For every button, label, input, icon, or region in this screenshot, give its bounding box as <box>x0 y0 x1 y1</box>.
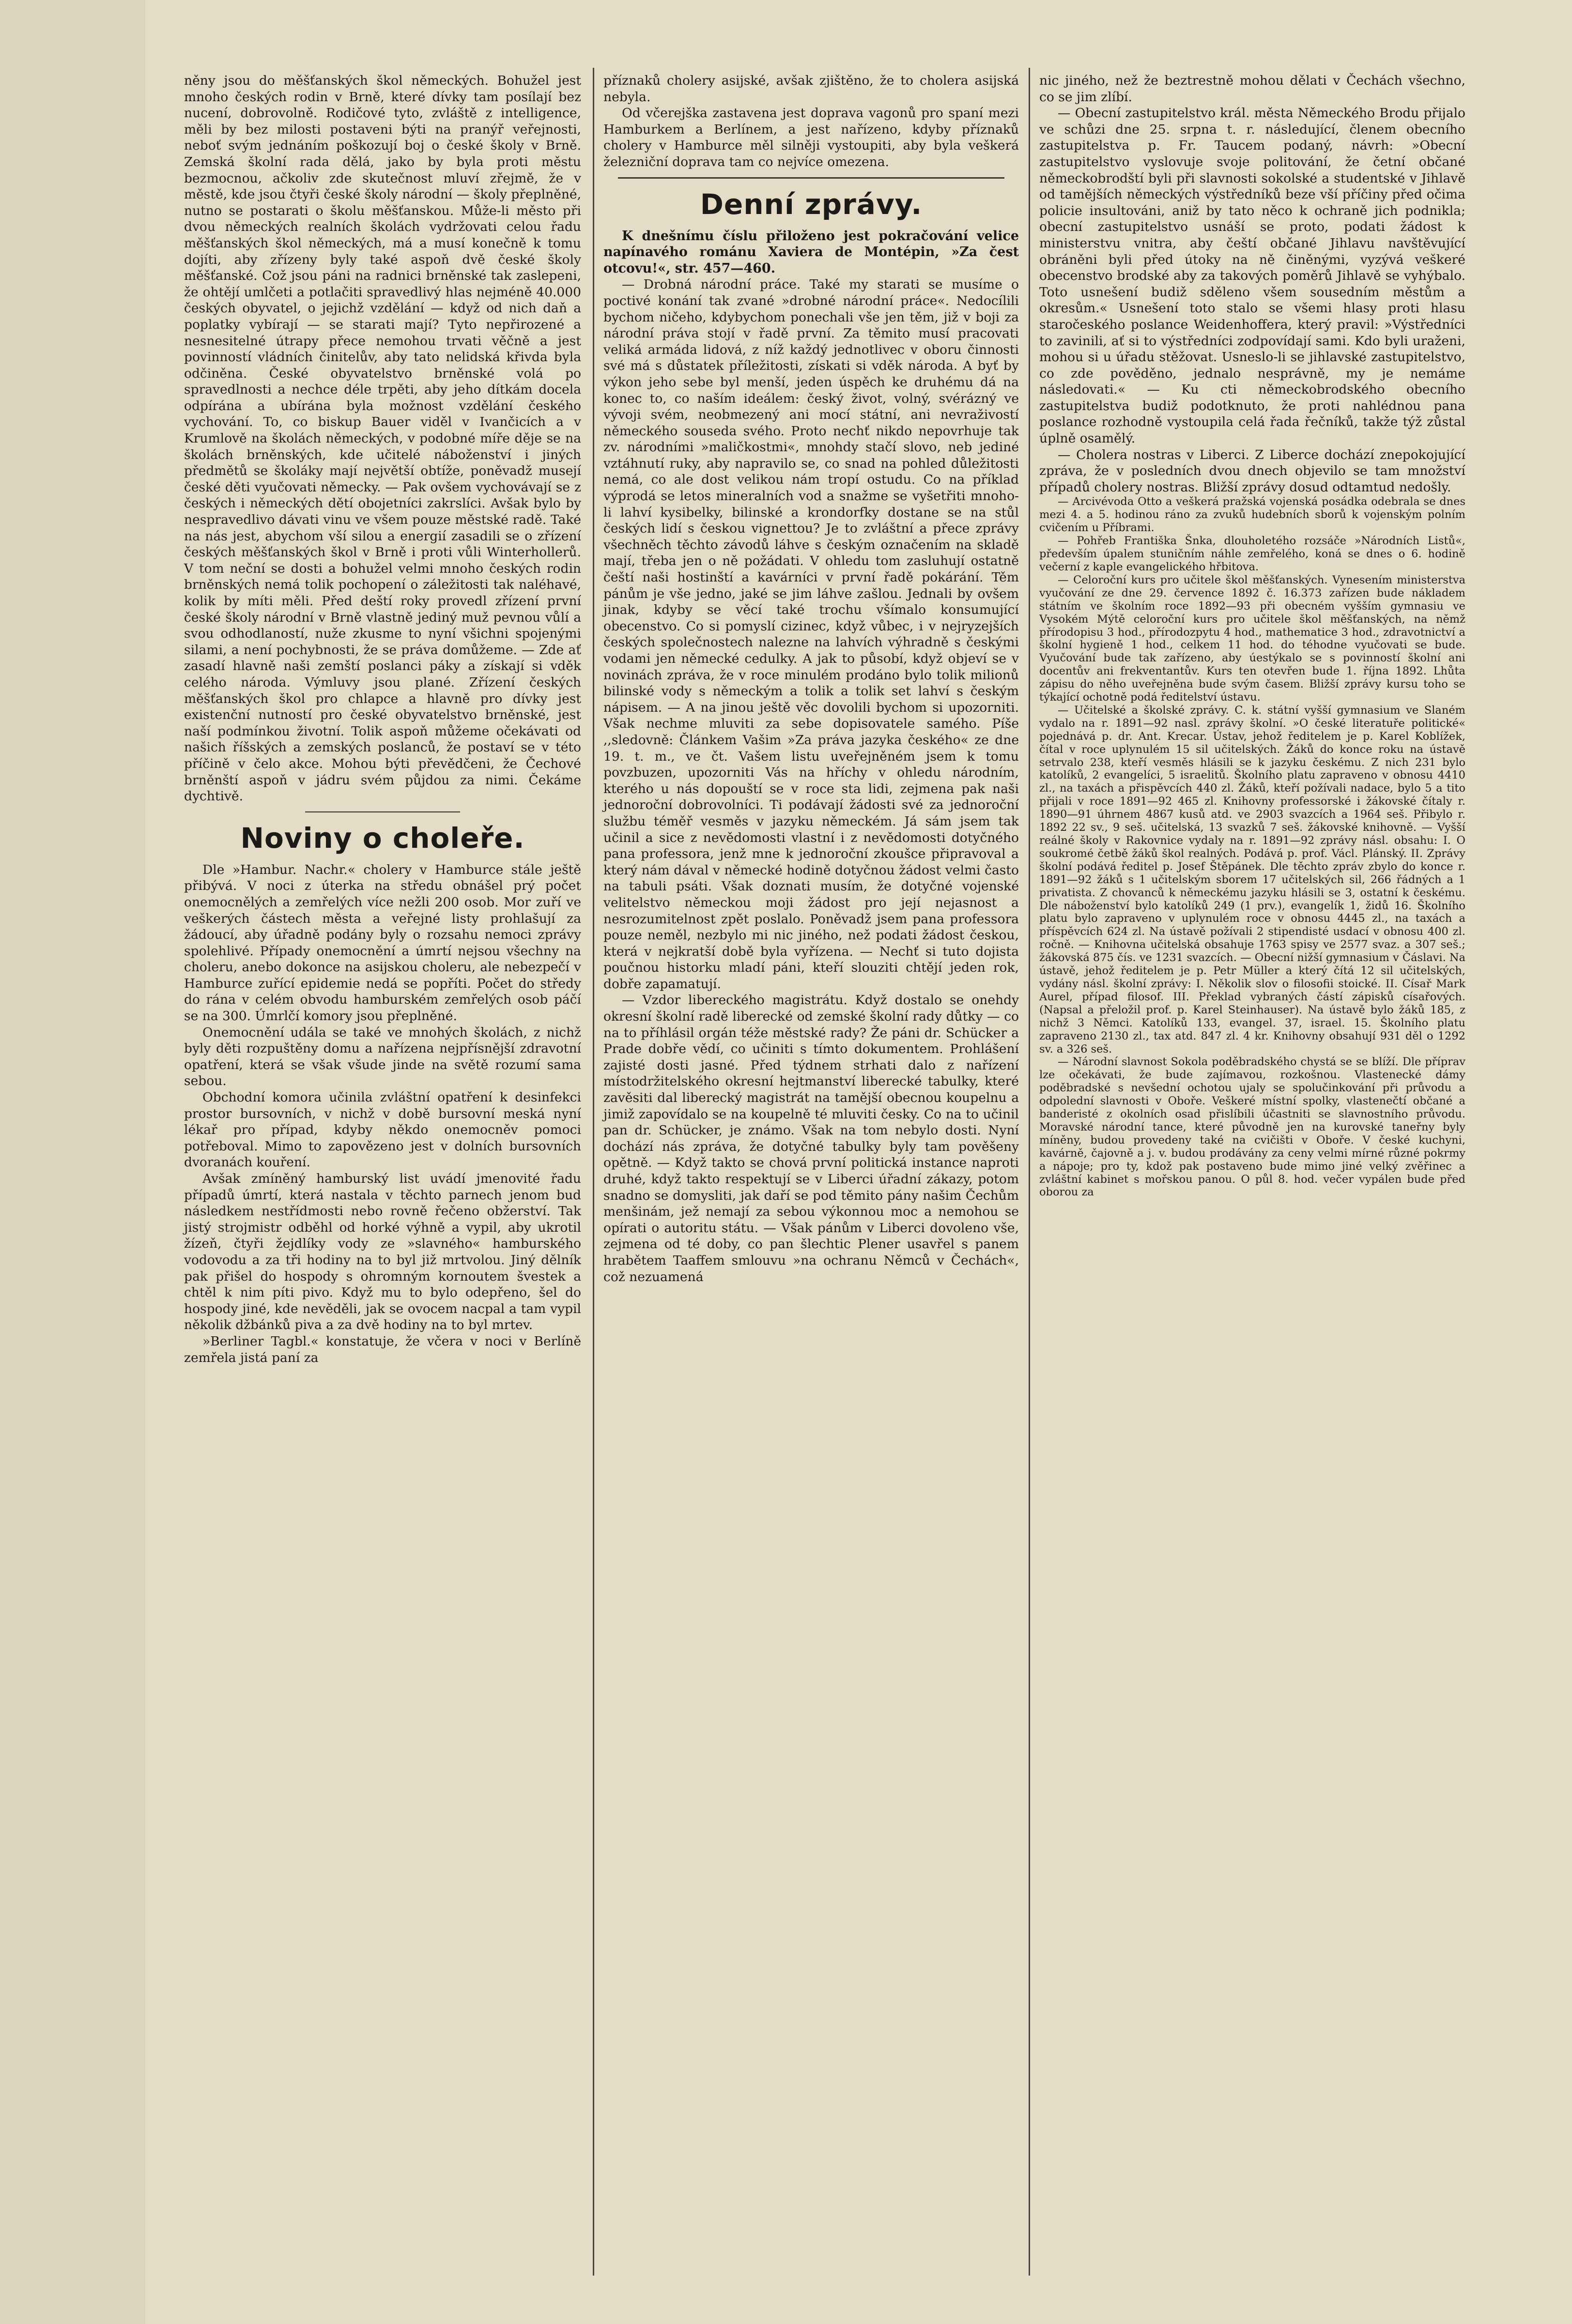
column-rule-1 <box>593 68 594 2276</box>
column-2 <box>603 73 1019 1285</box>
nemecky-brod-council-article: — Obecní zastupitelstvo král. města Německého Brodu přijalo ve schůzi dne 25. srpna t. r. následující, členem obecního zastupitelstva p. Fr. Taucem podaný, návrh: »Obecní zastupitelstvo vyslovuje svoje politování, že četní občané německobrodští byli při slavnosti sokolské a studentské v Jihlavě od tamějších německých výstředníků beze vší příčiny před očima policie insultováni, aniž by tato něco k ochraně jich podnikla; obecní zastupitelstvo usnáší se proto, podati žádost k ministerstvu vnitra, aby čeští občané Jihlavu navštěvující obráněni byli před útoky na ně činěnými, vyzývá veškeré obecenstvo brodské aby za takových poměrů Jihlavě se vyhýbalo. Toto usnešení budiž sděleno všem sousedním městům a okresům.« Usnešení toto stalo se všemi hlasy proti hlasu staročeského poslance Weidenhoffera, který pravil: »Výstředníci to zavinili, ať si to výstředníci zodpovídají sami. Kdo byli uraženi, mohou si u úřadu stěžovat. Usneslo-li se jihlavské zastupitelstvo, co zde pověděno, jednalo nesprávně, my je nemáme následovati.« — Ku cti německobrodského obecního zastupitelstva budiž podotknuto, že proti nahlédnou pana poslance rozhodně vystoupila celá řada řečníků, takže týž zůstal úplně osamělý. <box>1039 106 1465 446</box>
section-separator <box>618 177 1004 179</box>
daily-news-heading: Denní zprávy. <box>700 187 923 221</box>
article-separator <box>305 811 460 812</box>
cholera-paragraph: Obchodní komora učinila zvláštní opatření k desinfekci prostor bursovních, v nichž v době bursovní meská nyní lékař pro případ, kdyby někdo onemocněv pomoci potřeboval. Mimo to zapovězeno jest v dolních bursovních dvoranách kouření. <box>184 1090 581 1170</box>
column-rule-2 <box>1029 68 1030 2276</box>
cholera-paragraph: Onemocnění udála se také ve mnohých školách, z nichž byly děti rozpuštěny domu a nařízena nejpřísnější zdravotní opatření, která se však všude jinde na světě rozumí sama sebou. <box>184 1024 581 1089</box>
teacher-course-item: — Celoroční kurs pro učitele škol měšťanských. Vynesením ministerstva vyučování ze dne 29. července 1892 č. 16.373 zařízen bude nákladem státním ve školním roce 1892—93 při obecném vyšším gymnasiu ve Vysokém Mýtě celoroční kurs pro učitele škol měšťanských, na němž přírodopisu 3 hod., přírodozpytu 4 hod., mathematice 3 hod., zdravotnictví a školní hygieně 1 hod., celkem 11 hod. do téhodne vyučovati se bude. Vyučování bude tak zařízeno, aby úestýkalo se s povinností školní ani docentův ani frekventantův. Kurs ten otevřen bude 1. října 1892. Lhůta zápisu do něho uveřejněna bude svým časem. Bližší zprávy kursu toho se týkající ochotně podá ředitelství ústavu. <box>1039 573 1465 704</box>
column-3 <box>1039 73 1465 1199</box>
cholera-paragraph: »Berliner Tagbl.« konstatuje, že včera v noci v Berlíně zemřela jistá paní za <box>184 1333 581 1365</box>
school-reports-item: — Učitelské a školské zprávy. C. k. státní vyšší gymnasium ve Slaném vydalo na r. 1891—92 nasl. zprávy školní. »O české literatuře politické« pojednává p. dr. Ant. Krecar. Ústav, jehož ředitelem je p. Karel Koblížek, čítal v roce uplynulém 15 sil učitelských. Žáků do konce roku na ústavě setrvalo 238, kteří vesměs hlásili se k jazyku českému. Z nich 231 bylo katolíků, 2 evangelíci, 5 israelitů. Školního platu zapraveno v obnosu 4410 zl., na taxách a přispěvcích 440 zl. Žáků, kteří požívali nadace, bylo 5 a tito přijali v roce 1891—92 465 zl. Knihovny professorské i žákovské čítaly r. 1890—91 úhrnem 4867 kusů atd. ve 2903 svazcích a 1964 seš. Přibylo r. 1892 22 sv., 9 seš. učitelská, 13 svazků 7 seš. žákovské knihovně. — Vyšší reálné školy v Rakovnice vydaly na r. 1891—92 zprávy násl. obsahu: I. O soukromé četbě žáků škol realných. Podává p. prof. Václ. Plánský. II. Zprávy školní podává ředitel p. Josef Štěpánek. Dle těchto zpráv zbylo do konce r. 1891—92 žáků s 1 učitelským sborem 17 učitelských sil, 266 řádných a 1 privatista. Z chovanců k německému jazyku hlásili se 3, ostatní k českému. Dle náboženství bylo katolíků 249 (1 prv.), evangelík 1, židů 16. Školního platu bylo zapraveno v uplynulém roce v obnosu 4445 zl., na taxách a příspěvcích 624 zl. Na ústavě požívali 2 stipendisté usdací v obnosu 400 zl. ročně. — Knihovna učitelská obsahuje 1763 spisy ve 2577 svaz. a 307 seš.; žákovská 875 čís. ve 1231 svazcích. — Obecní nižší gymnasium v Čáslavi. Na ústavě, jehož ředitelem je p. Petr Müller a který čítá 12 sil učitelských, vydány násl. školní zprávy: I. Několik slov o filosofii stoické. II. Císař Mark Aurel, případ filosof. III. Překlad vybraných částí zápisků císařových. (Napsal a přeložil prof. p. Karel Steinhauser). Na ústavě bylo žáků 185, z nichž 3 Němci. Katolíků 133, evangel. 37, israel. 15. Školního platu zapraveno 2130 zl., tax atd. 847 zl. 4 kr. Knihovny obsahují 931 děl o 1292 sv. a 326 seš. <box>1039 703 1465 1055</box>
liberec-magistrate-article: — Vzdor libereckého magistrátu. Když dostalo se onehdy okresní školní radě liberecké od zemské školní rady důtky — co na to příhlásil orgán téže městské rady? Že páni dr. Schücker a Prade dobře vědí, co učiniti s tímto dokumentem. Prohlášení zajisté dosti jasné. Před týdnem strhati dalo z nařízení místodržitelského okresní hejtmanství liberecké tabulky, které zavěsiti dal liberecký magistrát na tamější obecnou koupelnu a jimiž zapovídalo se na koupelně té mluviti česky. Co na to učinil pan dr. Schücker, je známo. Však na tom nebylo dosti. Nyní dochází nás zpráva, že dotyčné tabulky byly tam pověšeny opětně. — Když takto se chová první politická instance naproti druhé, když takto respektují se v Liberci úřadní zákazy, potom snadno se domysliti, jak daří se pod těmito pány našim Čechům menšinám, jež nemají za sebou výkonnou moc a nemohou se opírati o autoritu státu. — Však pánům v Liberci dovoleno vše, zejmena od té doby, co pan šlechtic Plener usavřel s panem hrabětem Taaffem smlouvu »na ochranu Němců v Čechách«, což nezuamená <box>603 993 1019 1284</box>
cholera-continuation: příznaků cholery asijské, avšak zjištěno, že to cholera asijská nebyla. <box>603 73 1019 105</box>
archduke-otto-item: — Arcivévoda Otto a veškerá pražská vojenská posádka odebrala se dnes mezi 4. a 5. hodinou ráno za zvuků hudebních sborů k vojenským polním cvičením u Příbrami. <box>1039 495 1465 535</box>
cholera-paragraph: Dle »Hambur. Nachr.« cholery v Hamburce stále ještě přibývá. V noci z úterka na středu obnášel prý počet onemocnělých a zemřelých více nežli 200 osob. Mor zuří ve veškerých částech města a veřejné listy prohlašují za žádoucí, aby úřadně podány byly o rozsahu nemoci zprávy spolehlivé. Případy onemocnění a úmrtí nejsou všechny na choleru, anebo dokonce na asijskou choleru, ale nebezpečí v Hamburce zuřící epidemie nedá se popříti. Počet do středy do rána v celém obvodu hamburském zemřelých osob páčí se na 300. Úmrlčí komory jsou přeplněné. <box>184 862 581 1024</box>
cholera-liberec-article: — Cholera nostras v Liberci. Z Liberce dochází znepokojující zpráva, že v posledních dvou dnech objevilo se tam množství případů cholery nostras. Bližší zprávy dosud odtamtud nedošly. <box>1039 447 1465 495</box>
cholera-paragraph: Avšak zmíněný hamburský list uvádí jmenovité řadu případů úmrtí, která nastala v těchto parnech jenom bud následkem nestřídmosti nebo rovně řečeno obžerství. Tak jistý strojmistr odběhl od horké výhně a vypil, aby ukrotil žízeň, čtyři žejdlíky vody ze »slavného« hamburského vodovodu a za tři hodiny na to byl již mrtvolou. Jiný dělník pak přišel do hospody s ohromným kornoutem švestek a chtěl k nim píti pivo. Když mu to bylo odepřeno, šel do hospody jiné, kde nevěděli, jak se ovocem nacpal a tam vypil několik džbánků piva a za dvě hodiny na to byl mrtev. <box>184 1171 581 1333</box>
national-work-article: — Drobná národní práce. Také my starati se musíme o poctivé konání tak zvané »drobné národní práce«. Nedocílili bychom ničeho, kdybychom ponechali vše jen těm, již v boji za národní práva stojí v řadě první. Za těmito musí pracovati veliká armáda lidová, z níž každý jednotlivec v oboru činnosti své má s důstatek příležitosti, získati si vděk národa. A byť by výkon jeho sebe byl menší, jeden úspěch ke druhému dá na konec to, co naším ideálem: český život, volný, svérázný ve vývoji svém, neobmezený ani mocí státní, ani nevraživostí německého souseda svého. Proto nechť nikdo nepovrhuje tak zv. národními »maličkostmi«, mnohdy stačí slovo, neb jediné vztáhnutí ruky, aby napravilo se, co snad na pohled důležitosti nemá, co ale dost velikou nám tropí ostudu. Co na příklad výprodá se letos mineralních vod a snažme se vyšetřiti mnoho-li lahví kysibelky, bilinské a krondorfky dostane se na stůl českých lidí s českou vignettou? Je to zvláštní a přece zprávy všechněch těchto závodů láhve s českým označením na skladě mají, třeba jen o ně požádati. V ohledu tom zasluhují ostatně čeští naši hostinští a kavárníci v první řadě pokárání. Těm pánům je vše jedno, jaké se jim láhve zašlou. Jednali by ovšem jinak, kdyby se věcí také trochu všímalo konsumující obecenstvo. Co si pomyslí cizinec, když vůbec, i v nejryzejších českých společnostech nalezne na lahvích výhradně s českými vodami jen německé cedulky. A jak to působí, když objeví se v novinách zpráva, že v roce minulém prodáno bylo tolik milionů bilinské vody s německým a tolik a tolik set lahví s českým nápisem. — A na jinou ještě věc dovolili bychom si upozorniti. Však nechme mluviti za sebe dopisovatele samého. Píše ,,sledovně: Článkem Vašim »Za práva jazyka českého« ze dne 19. t. m., ve čt. Vašem listu uveřejněném jsem k tomu povzbuzen, upozorniti Vás na hříchy v ohledu národním, kterého u nás dopouští se v roce sta lidi, zejmena pak naši jednoroční dobrovolníci. Ti podávají žádosti své za jednoroční službu téměř vesměs v jazyku německém. Já sám jsem tak učinil a sice z nevědomosti vlastní i z nevědomosti dotyčného pana professora, jenž mne k jednoroční zkoušce připravoval a který nám dával v německé hodině dotyčnou žádost velmi často na tabuli psáti. Však doznati musím, že dotyčné vojenské velitelstvo německou moji žádost pro její nejasnost a nesrozumitelnost zpět poslalo. Poněvadž jsem pana professora pouze neměl, nezbylo mi nic jiného, než podati žádost českou, která v nejkratší době byla vyřízena. — Nechť si tuto dojista poučnou historku mladí páni, kteří slouziti chtějí jeden rok, dobře zapamatují. <box>603 277 1019 992</box>
funeral-item: — Pohřeb Františka Šnka, dlouholetého rozsáče »Národních Listů«, především úpalem stuničním náhle zemřelého, koná se dnes o 6. hodině večerní z kaple evangelického hřbitova. <box>1039 535 1465 573</box>
cholera-news-body <box>184 862 581 1366</box>
page-binding-margin <box>0 0 145 2324</box>
rail-transport-paragraph: Od včerejška zastavena jest doprava vagonů pro spaní mezi Hamburkem a Berlínem, a jest nařízeno, kdyby příznaků cholery v Hamburce měl silněji vystoupiti, aby byla veškerá železniční doprava tam co nejvíce omezena. <box>603 106 1019 169</box>
cholera-news-heading: Noviny o choleře. <box>240 821 525 855</box>
sokol-celebration-item: — Národní slavnost Sokola poděbradského chystá se se blíží. Dle příprav lze očekávati, že bude zajímavou, rozkošnou. Vlastenecké dámy poděbradské s nevšední ochotou ujaly se spolučinkování při průvodu a odpolední slavnosti v Obořе. Veškeré místní spolky, vlastenečtí občané a banderisté z okolních osad přislíbili účastniti se slavnostního průvodu. Moravské národní tance, které původně jen na kurovské taneřny byly míněny, budou provedeny také na cvičišti v Oboře. V české kuchyni, kavárně, čajovně a j. v. budou prodávány za ceny velmi mírné různé pokrmy a nápoje; pro ty, kdož pak postaveno bude mimo jiné velký zvěřinec a zvláštní kabinet s mořskou panou. O půl 8. hod. večer vypálen bude před oborou za <box>1039 1055 1465 1199</box>
liberec-continuation: nic jiného, než že beztrestně mohou dělati v Čechách všechno, co se jim zlíbí. <box>1039 73 1465 105</box>
column-1 <box>184 73 581 1366</box>
school-article-text: něny jsou do měšťanských škol německých. Bohužel jest mnoho českých rodin v Brně, které dívky tam posílají bez nucení, dobrovolně. Rodičové tyto, zvláště z intelligence, měli by bez milosti postaveni býti na pranýř veřejnosti, neboť svým jednáním poškozují boj o české školy v Brně. Zemská školní rada dělá, jako by byla proti městu bezmocnou, ačkoliv zde skutečnost mluví zřejmě, že v městě, kde jsou čtyři české školy národní — školy přeplněné, nutno se postarati o školu měšťanskou. Může-li město při dvou německých realních školách vydržovati celou řadu měšťanských škol německých, má a musí konečně k tomu dojíti, aby zřízeny byly také aspoň dvě české školy měšťanské. Což jsou páni na radnici brněnské tak zaslepeni, že ohtějí umlčeti a potlačiti spravedlivý hlas nejméně 40.000 českých obyvatel, o jejichž vzdělání — když od nich daň a poplatky vybírají — se starati mají? Tyto nepřirozené a nesnesitelné útrapy přece nemohou trvati věčně a jest povinností vládních činitelův, aby tato nelidská křivda byla odčiněna. České obyvatelstvo brněnské volá po spravedlnosti a nechce déle trpěti, aby jeho dítkám docela odpírána a ubírána byla možnost vzdělání českého vychování. To, co biskup Bauer viděl v Ivančicích a v Krumlově na školách německých, v podobné míře děje se na školách brněnských, kde učitelé náboženství i jiných předmětů se školáky mají největší obtíže, poněvadž musejí české děti vyučovati německy. — Pak ovšem vychovávají se z českých i německých dětí obojetníci zakrslíci. Avšak bylo by nespravedlivo dávati vinu ve všem pouze městské radě. Také na nás jest, abychom vší silou a energií zasadili se o zřízení českých měšťanských škol v Brně i proti vůli Winterhollerů. V tom neční se dosti a bohužel velmi mnoho českých rodin brněnských nemá tolik pochopení o záležitosti tak naléhavé, kolik by míti měli. Před deští roky provedl zřízení první české školy národní v Brně vlastně jediný muž pevnou vůlí a svou odhodlaností, nuže zkusme to nyní všichni spojenými silami, a není pochybnosti, že se práva domůžeme. — Zde ať zasadí hlavně naši zemští poslanci páky a získají si vděk celého národa. Výmluvy jsou plané. Zřízení českých měšťanských škol pro chlapce a hlavně pro dívky jest existenční nutností pro české obyvatelstvo brněnské, jest naší podmínkou životní. Tolik aspoň můžeme očekávati od našich říšských a zemských poslanců, že postaví se v této příčině v čelo akce. Mohou býti převědčeni, že Čechové brněnští aspoň v jádru svém půjdou za nimi. Čekáme dychtivě. <box>184 73 581 804</box>
novel-supplement-notice: K dnešnímu číslu přiloženo jest pokračování velice napínavého románu Xaviera de Montépin, »Za čest otcovu!«, str. 457—460. <box>603 228 1019 276</box>
short-news-block <box>1039 495 1465 1199</box>
